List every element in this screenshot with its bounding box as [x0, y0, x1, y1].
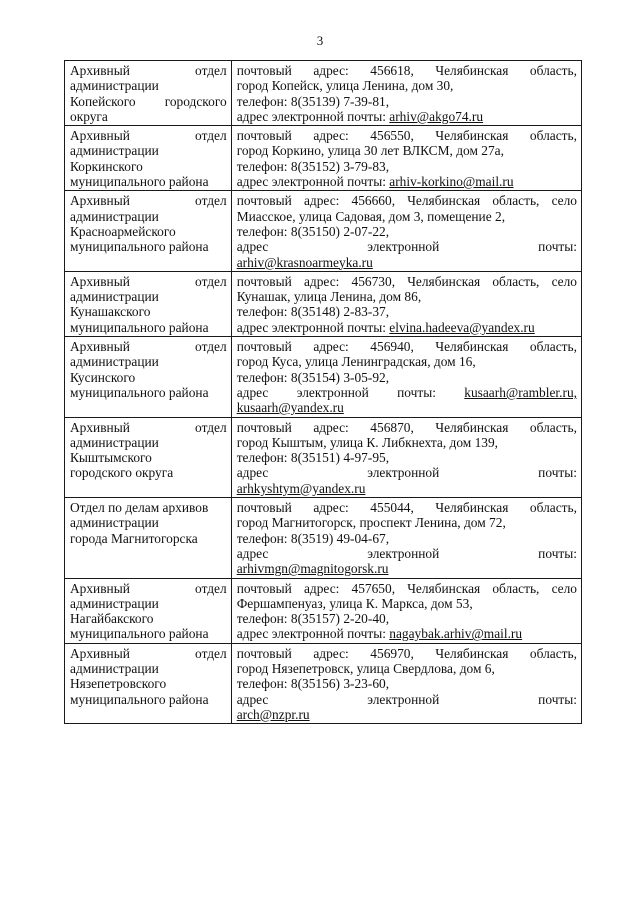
email-label: адрес электронной почты:	[236, 108, 390, 124]
organization-line: Кунашакского	[70, 304, 151, 320]
archives-contact-table	[64, 60, 582, 724]
postal-address-line: город Коркино, улица 30 лет ВЛКСМ, дом 27а,	[236, 143, 504, 159]
organization-cell	[65, 191, 232, 271]
organization-line: Нагайбакского	[70, 611, 154, 627]
organization-line: администрации	[70, 78, 159, 94]
organization-line: администрации	[70, 208, 159, 224]
organization-line: Красноармейского	[70, 223, 176, 239]
organization-cell	[65, 643, 232, 723]
organization-line: города Магнитогорска	[70, 530, 198, 546]
organization-line: администрации	[70, 595, 159, 611]
organization-line: Коркинского	[70, 158, 143, 174]
email-link[interactable]: arhiv@krasnoarmeyka.ru	[236, 254, 373, 270]
email-label-line: адрес электронной почты:	[236, 545, 577, 561]
organization-line: Архивный отдел	[70, 419, 227, 435]
email-line	[237, 320, 577, 335]
email-line	[237, 561, 577, 576]
organization-line: Архивный отдел	[70, 645, 227, 661]
page-number: 3	[316, 33, 324, 48]
email-link[interactable]: arch@nzpr.ru	[236, 706, 310, 722]
email-link[interactable]: arhiv@akgo74.ru	[389, 108, 484, 124]
table-row	[65, 417, 582, 497]
organization-line: Копейского городского	[70, 93, 227, 109]
postal-address-line: почтовый адрес: 456618, Челябинская область,	[236, 63, 577, 78]
email-line	[237, 626, 577, 641]
email-link[interactable]: arhivmgn@magnitogorsk.ru	[236, 561, 389, 577]
organization-line: Архивный отдел	[70, 339, 227, 355]
contact-cell	[231, 61, 581, 126]
organization-cell	[65, 271, 232, 336]
organization-line: муниципального района	[70, 174, 209, 190]
email-label: адрес электронной почты:	[236, 319, 390, 335]
organization-line: муниципального района	[70, 384, 209, 400]
table-row	[65, 61, 582, 126]
email-line	[237, 385, 577, 400]
table-row	[65, 126, 582, 191]
email-link[interactable]: kusaarh@rambler.ru,	[464, 384, 577, 400]
organization-cell	[65, 337, 232, 417]
email-line	[237, 109, 577, 124]
contact-cell	[231, 417, 581, 497]
postal-address-line: почтовый адрес: 456660, Челябинская область, село	[236, 193, 577, 209]
table-row	[65, 498, 582, 578]
postal-address-line: город Куса, улица Ленинградская, дом 16,	[236, 354, 476, 370]
email-label: адрес электронной почты:	[236, 384, 465, 400]
postal-address-line: почтовый адрес: 456940, Челябинская область,	[236, 339, 577, 355]
postal-address-line: город Кыштым, улица К. Либкнехта, дом 139,	[236, 434, 499, 450]
postal-address-line: город Копейск, улица Ленина, дом 30,	[236, 78, 454, 94]
organization-line: Отдел по делам архивов	[70, 500, 209, 516]
email-label: адрес электронной почты:	[236, 626, 390, 642]
email-link[interactable]: arhiv-korkino@mail.ru	[389, 174, 514, 190]
table-row	[65, 191, 582, 271]
organization-line: Архивный отдел	[70, 273, 227, 289]
organization-line: Кусинского	[70, 369, 136, 385]
phone-line: телефон: 8(35157) 2-20-40,	[236, 611, 390, 627]
contact-cell	[231, 126, 581, 191]
phone-line: телефон: 8(35148) 2-83-37,	[236, 304, 390, 320]
organization-cell	[65, 126, 232, 191]
organization-line: Кыштымского	[70, 450, 152, 466]
organization-line: городского округа	[70, 465, 174, 481]
contact-cell	[231, 643, 581, 723]
phone-line: телефон: 8(3519) 49-04-67,	[236, 530, 390, 546]
email-line	[237, 481, 577, 496]
table-row	[65, 337, 582, 417]
organization-line: муниципального района	[70, 319, 209, 335]
organization-line: администрации	[70, 143, 159, 159]
email-line	[237, 255, 577, 270]
organization-line: администрации	[70, 354, 159, 370]
contact-cell	[231, 498, 581, 578]
contact-cell	[231, 337, 581, 417]
phone-line: телефон: 8(35156) 3-23-60,	[236, 676, 390, 692]
email-line	[237, 707, 577, 722]
phone-line: телефон: 8(35154) 3-05-92,	[236, 369, 390, 385]
phone-line: телефон: 8(35151) 4-97-95,	[236, 450, 390, 466]
email-label: адрес электронной почты:	[236, 174, 390, 190]
organization-cell	[65, 417, 232, 497]
postal-address-line: почтовый адрес: 456550, Челябинская область,	[236, 128, 577, 144]
table-row	[65, 578, 582, 643]
email-label-line: адрес электронной почты:	[236, 239, 577, 255]
organization-line: администрации	[70, 660, 159, 676]
organization-line: администрации	[70, 515, 159, 531]
organization-line: Нязепетровского	[70, 676, 167, 692]
email-label-line: адрес электронной почты:	[236, 465, 577, 481]
postal-address-line: почтовый адрес: 455044, Челябинская область,	[236, 500, 577, 516]
organization-line: округа	[70, 108, 108, 124]
table-row	[65, 271, 582, 336]
postal-address-line: Фершампенуаз, улица К. Маркса, дом 53,	[236, 595, 473, 611]
email-link[interactable]: kusaarh@yandex.ru	[236, 400, 344, 416]
postal-address-line: почтовый адрес: 456870, Челябинская область,	[236, 419, 577, 435]
organization-line: муниципального района	[70, 626, 209, 642]
organization-line: муниципального района	[70, 691, 209, 707]
email-link[interactable]: elvina.hadeeva@yandex.ru	[389, 319, 535, 335]
postal-address-line: почтовый адрес: 456970, Челябинская область,	[236, 645, 577, 661]
contact-cell	[231, 271, 581, 336]
postal-address-line: город Магнитогорск, проспект Ленина, дом 72,	[236, 515, 506, 531]
organization-line: Архивный отдел	[70, 193, 227, 209]
contact-cell	[231, 578, 581, 643]
postal-address-line: Миасское, улица Садовая, дом 3, помещение 2,	[236, 208, 506, 224]
organization-line: муниципального района	[70, 239, 209, 255]
phone-line: телефон: 8(35139) 7-39-81,	[236, 93, 390, 109]
postal-address-line: почтовый адрес: 456730, Челябинская область, село	[236, 273, 577, 289]
email-link[interactable]: nagaybak.arhiv@mail.ru	[389, 626, 523, 642]
organization-cell	[65, 61, 232, 126]
postal-address-line: Кунашак, улица Ленина, дом 86,	[236, 289, 422, 305]
organization-line: Архивный отдел	[70, 63, 227, 78]
postal-address-line: город Нязепетровск, улица Свердлова, дом 6,	[236, 660, 495, 676]
organization-line: Архивный отдел	[70, 580, 227, 596]
postal-address-line: почтовый адрес: 457650, Челябинская область, село	[236, 580, 577, 596]
organization-cell	[65, 578, 232, 643]
organization-line: администрации	[70, 289, 159, 305]
contact-cell	[231, 191, 581, 271]
email-line	[237, 400, 577, 415]
organization-cell	[65, 498, 232, 578]
organization-line: Архивный отдел	[70, 128, 227, 144]
organization-line: администрации	[70, 434, 159, 450]
email-line	[237, 174, 577, 189]
email-link[interactable]: arhkyshtym@yandex.ru	[236, 480, 366, 496]
table-row	[65, 643, 582, 723]
phone-line: телефон: 8(35152) 3-79-83,	[236, 158, 390, 174]
email-label-line: адрес электронной почты:	[236, 691, 577, 707]
phone-line: телефон: 8(35150) 2-07-22,	[236, 223, 390, 239]
